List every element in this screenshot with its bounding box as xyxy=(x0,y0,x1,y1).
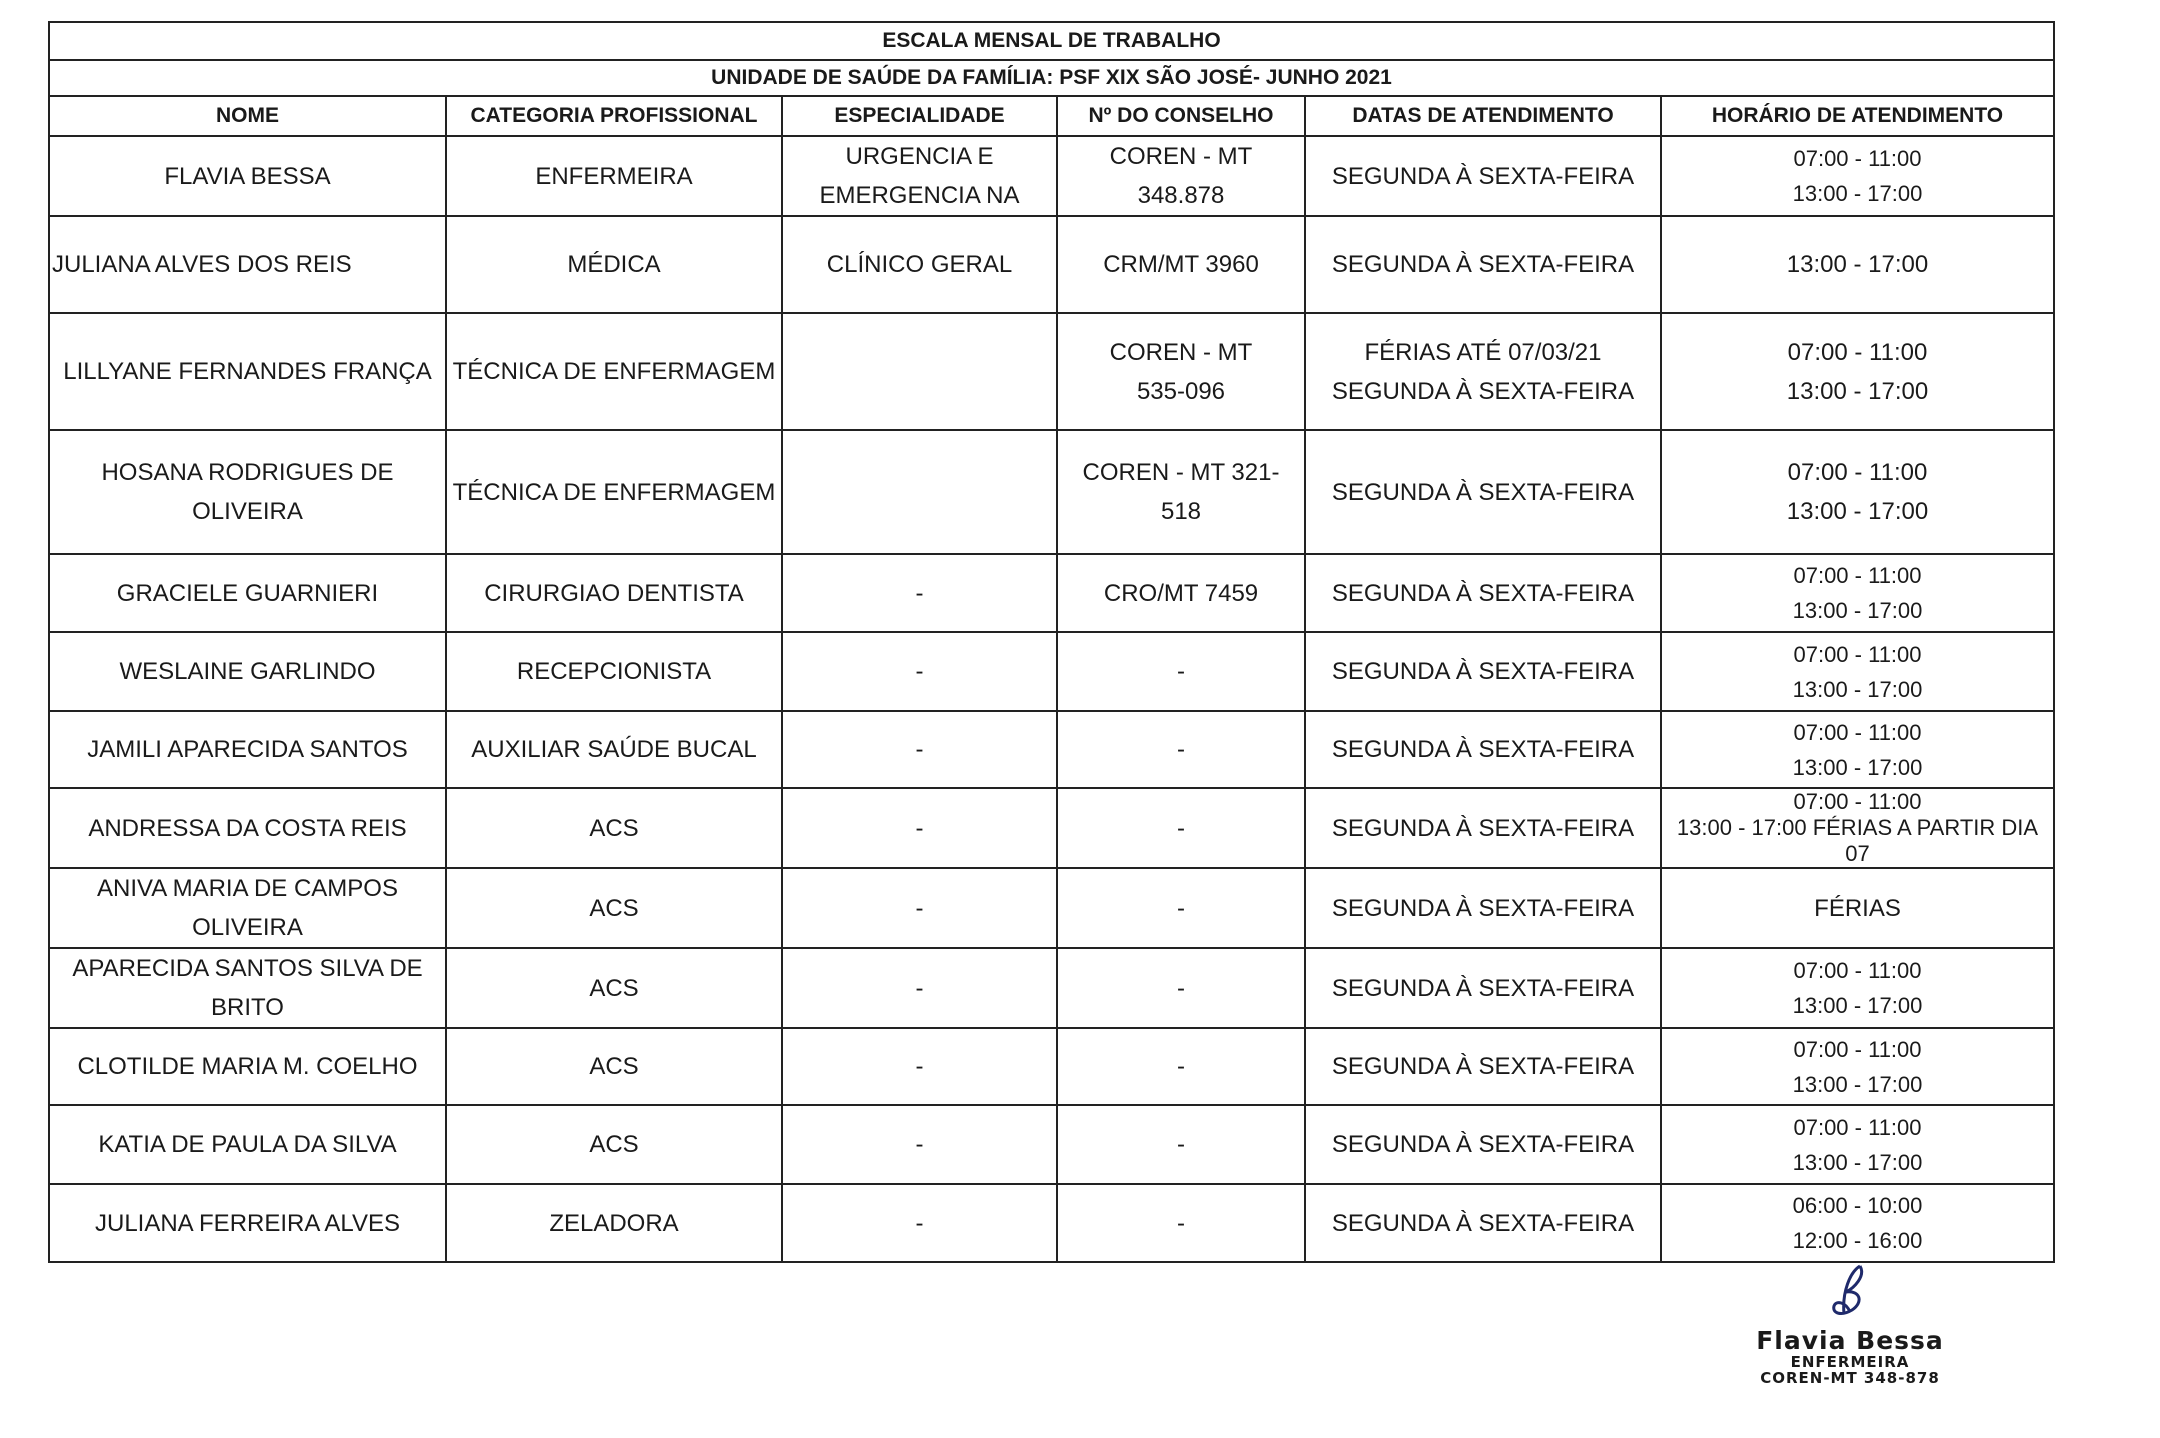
cell-line: 13:00 - 17:00 xyxy=(1786,498,1929,525)
cell-line: URGENCIA E xyxy=(845,143,994,170)
cell-datas xyxy=(1305,868,1661,948)
cell-datas xyxy=(1305,1105,1661,1184)
cell-line: 13:00 - 17:00 xyxy=(1792,1071,1923,1097)
cell-conselho xyxy=(1057,1184,1305,1262)
cell-especialidade xyxy=(782,430,1057,554)
cell-line: ZELADORA xyxy=(549,1209,679,1237)
table-row xyxy=(49,216,2054,313)
cell-horario xyxy=(1661,788,2054,868)
cell-line: JULIANA FERREIRA ALVES xyxy=(94,1209,400,1237)
cell-line: MÉDICA xyxy=(567,251,661,278)
table-row xyxy=(49,430,2054,554)
cell-line: COREN - MT xyxy=(1109,143,1253,170)
cell-categoria xyxy=(446,216,782,313)
cell-line: 07:00 - 11:00 xyxy=(1793,789,1922,814)
cell-line: SEGUNDA À SEXTA-FEIRA xyxy=(1331,377,1635,405)
cell-line: - xyxy=(1177,1053,1185,1080)
cell-nome xyxy=(49,948,446,1028)
document-subtitle: UNIDADE DE SAÚDE DA FAMÍLIA: PSF XIX SÃO JOSÉ- JUNHO 2021 xyxy=(49,60,2054,96)
cell-line: SEGUNDA À SEXTA-FEIRA xyxy=(1331,658,1635,685)
cell-line: SEGUNDA À SEXTA-FEIRA xyxy=(1331,814,1635,842)
cell-line: 07:00 - 11:00 xyxy=(1793,146,1922,171)
column-header: DATAS DE ATENDIMENTO xyxy=(1305,96,1661,136)
cell-conselho xyxy=(1057,313,1305,430)
cell-line: 13:00 - 17:00 xyxy=(1786,377,1929,405)
cell-datas xyxy=(1305,711,1661,788)
cell-line: SEGUNDA À SEXTA-FEIRA xyxy=(1331,1053,1635,1080)
cell-line: 07:00 - 11:00 xyxy=(1793,1114,1922,1140)
cell-line: FÉRIAS ATÉ 07/03/21 xyxy=(1364,338,1602,366)
column-header: Nº DO CONSELHO xyxy=(1057,96,1305,136)
cell-line: SEGUNDA À SEXTA-FEIRA xyxy=(1331,736,1635,763)
cell-line: CRO/MT 7459 xyxy=(1103,579,1259,607)
cell-line: JULIANA ALVES DOS REIS xyxy=(52,251,352,278)
cell-line: ACS xyxy=(589,974,639,1002)
cell-nome xyxy=(49,632,446,711)
cell-line: - xyxy=(915,736,924,763)
cell-line: CLOTILDE MARIA M. COELHO xyxy=(77,1053,418,1080)
cell-line: - xyxy=(915,579,924,607)
cell-categoria xyxy=(446,1105,782,1184)
cell-nome xyxy=(49,868,446,948)
cell-categoria xyxy=(446,1184,782,1262)
cell-line: TÉCNICA DE ENFERMAGEM xyxy=(452,478,776,506)
cell-nome xyxy=(49,430,446,554)
cell-line: JAMILI APARECIDA SANTOS xyxy=(87,736,408,763)
cell-especialidade xyxy=(782,1105,1057,1184)
cell-line: 13:00 - 17:00 xyxy=(1786,251,1929,278)
cell-datas xyxy=(1305,430,1661,554)
cell-line: APARECIDA SANTOS SILVA DE xyxy=(72,955,423,982)
cell-line: KATIA DE PAULA DA SILVA xyxy=(98,1131,397,1158)
cell-line: SEGUNDA À SEXTA-FEIRA xyxy=(1331,1131,1635,1158)
cell-line: SEGUNDA À SEXTA-FEIRA xyxy=(1331,1209,1635,1237)
cell-line: AUXILIAR SAÚDE BUCAL xyxy=(471,736,757,763)
cell-categoria xyxy=(446,788,782,868)
cell-line: - xyxy=(915,1131,924,1158)
cell-line: FLAVIA BESSA xyxy=(164,162,331,190)
column-header: NOME xyxy=(49,96,446,136)
cell-line: ACS xyxy=(589,814,639,842)
cell-line: ANIVA MARIA DE CAMPOS xyxy=(97,875,398,902)
cell-line: - xyxy=(915,658,924,685)
cell-line: 07:00 - 11:00 xyxy=(1793,958,1922,983)
table-row xyxy=(49,313,2054,430)
cell-line: WESLAINE GARLINDO xyxy=(119,658,376,685)
cell-conselho xyxy=(1057,1028,1305,1105)
cell-nome xyxy=(49,1105,446,1184)
cell-conselho xyxy=(1057,788,1305,868)
cell-line: - xyxy=(915,974,924,1002)
cell-especialidade xyxy=(782,788,1057,868)
table-row xyxy=(49,1028,2054,1105)
cell-line: - xyxy=(1177,1131,1185,1158)
cell-line: - xyxy=(915,1053,924,1080)
table-row xyxy=(49,1184,2054,1262)
cell-line: 13:00 - 17:00 FÉRIAS A PARTIR DIA xyxy=(1676,815,2039,840)
cell-horario xyxy=(1661,1105,2054,1184)
cell-horario xyxy=(1661,868,2054,948)
cell-line: 07:00 - 11:00 xyxy=(1787,338,1928,366)
cell-line: SEGUNDA À SEXTA-FEIRA xyxy=(1331,251,1635,278)
cell-categoria xyxy=(446,430,782,554)
cell-especialidade xyxy=(782,711,1057,788)
cell-line: ENFERMEIRA xyxy=(535,162,693,190)
cell-line: ACS xyxy=(589,1131,639,1158)
cell-line: CRM/MT 3960 xyxy=(1103,251,1259,278)
cell-datas xyxy=(1305,216,1661,313)
cell-line: - xyxy=(1177,658,1185,685)
cell-categoria xyxy=(446,313,782,430)
cell-categoria xyxy=(446,554,782,632)
cell-conselho xyxy=(1057,711,1305,788)
cell-line: HOSANA RODRIGUES DE xyxy=(101,459,394,486)
cell-line: 535-096 xyxy=(1136,377,1226,405)
cell-horario xyxy=(1661,430,2054,554)
cell-line: ANDRESSA DA COSTA REIS xyxy=(88,814,407,842)
signature-name: Flavia Bessa xyxy=(1756,1326,1944,1355)
header-row xyxy=(49,96,2054,136)
cell-datas xyxy=(1305,632,1661,711)
cell-nome xyxy=(49,711,446,788)
cell-conselho xyxy=(1057,632,1305,711)
column-header: CATEGORIA PROFISSIONAL xyxy=(446,96,782,136)
cell-line: SEGUNDA À SEXTA-FEIRA xyxy=(1331,894,1635,922)
cell-line: - xyxy=(1177,894,1185,922)
cell-line: 13:00 - 17:00 xyxy=(1792,754,1923,780)
cell-datas xyxy=(1305,948,1661,1028)
signature-icon xyxy=(1820,1262,1880,1324)
cell-line: 07:00 - 11:00 xyxy=(1793,641,1922,667)
cell-conselho xyxy=(1057,868,1305,948)
signature-registry: COREN-MT 348-878 xyxy=(1760,1369,1940,1387)
cell-datas xyxy=(1305,136,1661,216)
cell-line: SEGUNDA À SEXTA-FEIRA xyxy=(1331,974,1635,1002)
cell-line: - xyxy=(915,894,924,922)
cell-line: - xyxy=(1177,1209,1185,1237)
cell-nome xyxy=(49,1184,446,1262)
table-row xyxy=(49,554,2054,632)
cell-datas xyxy=(1305,554,1661,632)
signature-stamp xyxy=(1745,1262,1955,1386)
cell-especialidade xyxy=(782,554,1057,632)
table-row xyxy=(49,711,2054,788)
cell-line: SEGUNDA À SEXTA-FEIRA xyxy=(1331,478,1635,506)
cell-line: TÉCNICA DE ENFERMAGEM xyxy=(452,358,776,385)
cell-line: COREN - MT 321- xyxy=(1082,459,1280,486)
cell-line: CLÍNICO GERAL xyxy=(826,251,1013,278)
cell-line: - xyxy=(915,1209,924,1237)
cell-nome xyxy=(49,1028,446,1105)
cell-horario xyxy=(1661,711,2054,788)
cell-line: 13:00 - 17:00 xyxy=(1792,993,1923,1018)
signature-role: ENFERMEIRA xyxy=(1790,1353,1910,1371)
cell-datas xyxy=(1305,1184,1661,1262)
cell-line: - xyxy=(915,814,924,842)
cell-especialidade xyxy=(782,136,1057,216)
cell-categoria xyxy=(446,868,782,948)
cell-especialidade xyxy=(782,868,1057,948)
column-header: ESPECIALIDADE xyxy=(782,96,1057,136)
cell-conselho xyxy=(1057,216,1305,313)
cell-line: 13:00 - 17:00 xyxy=(1792,598,1923,623)
cell-categoria xyxy=(446,1028,782,1105)
cell-especialidade xyxy=(782,216,1057,313)
cell-line: COREN - MT xyxy=(1109,338,1253,366)
cell-especialidade xyxy=(782,632,1057,711)
cell-line: 06:00 - 10:00 xyxy=(1792,1193,1923,1218)
cell-horario xyxy=(1661,948,2054,1028)
cell-line: 07:00 - 11:00 xyxy=(1787,459,1928,486)
cell-line: 07 xyxy=(1845,841,1870,866)
cell-horario xyxy=(1661,136,2054,216)
cell-line: BRITO xyxy=(211,994,284,1021)
table-row xyxy=(49,632,2054,711)
cell-line: GRACIELE GUARNIERI xyxy=(116,579,379,607)
cell-conselho xyxy=(1057,1105,1305,1184)
cell-line: 12:00 - 16:00 xyxy=(1792,1228,1923,1253)
cell-line: EMERGENCIA NA xyxy=(819,182,1020,209)
cell-line: SEGUNDA À SEXTA-FEIRA xyxy=(1331,162,1635,190)
cell-line: 13:00 - 17:00 xyxy=(1792,181,1923,206)
cell-line: 518 xyxy=(1160,498,1202,525)
cell-horario xyxy=(1661,1028,2054,1105)
cell-conselho xyxy=(1057,554,1305,632)
cell-categoria xyxy=(446,711,782,788)
cell-line: ACS xyxy=(589,894,639,922)
cell-line: FÉRIAS xyxy=(1814,894,1901,922)
cell-especialidade xyxy=(782,1028,1057,1105)
schedule-table xyxy=(48,21,2055,1263)
cell-horario xyxy=(1661,632,2054,711)
table-row xyxy=(49,136,2054,216)
cell-categoria xyxy=(446,632,782,711)
cell-line: 07:00 - 11:00 xyxy=(1793,1036,1922,1062)
cell-conselho xyxy=(1057,948,1305,1028)
cell-categoria xyxy=(446,948,782,1028)
table-row xyxy=(49,868,2054,948)
cell-nome xyxy=(49,788,446,868)
cell-conselho xyxy=(1057,136,1305,216)
cell-horario xyxy=(1661,1184,2054,1262)
cell-nome xyxy=(49,136,446,216)
cell-line: - xyxy=(1177,974,1185,1002)
cell-line: 07:00 - 11:00 xyxy=(1793,719,1922,745)
cell-especialidade xyxy=(782,948,1057,1028)
cell-line: OLIVEIRA xyxy=(192,914,303,941)
cell-nome xyxy=(49,216,446,313)
table-row xyxy=(49,948,2054,1028)
cell-horario xyxy=(1661,216,2054,313)
cell-datas xyxy=(1305,1028,1661,1105)
cell-line: RECEPCIONISTA xyxy=(516,658,712,685)
cell-datas xyxy=(1305,788,1661,868)
cell-especialidade xyxy=(782,313,1057,430)
cell-line: 07:00 - 11:00 xyxy=(1793,563,1922,588)
cell-line: SEGUNDA À SEXTA-FEIRA xyxy=(1331,579,1635,607)
cell-line: LILLYANE FERNANDES FRANÇA xyxy=(63,358,432,385)
cell-line: ACS xyxy=(589,1053,639,1080)
cell-datas xyxy=(1305,313,1661,430)
cell-horario xyxy=(1661,313,2054,430)
document-title: ESCALA MENSAL DE TRABALHO xyxy=(49,22,2054,60)
table-row xyxy=(49,1105,2054,1184)
cell-categoria xyxy=(446,136,782,216)
cell-horario xyxy=(1661,554,2054,632)
cell-especialidade xyxy=(782,1184,1057,1262)
cell-line: 13:00 - 17:00 xyxy=(1792,1149,1923,1175)
cell-nome xyxy=(49,313,446,430)
cell-line: - xyxy=(1177,814,1185,842)
cell-line: OLIVEIRA xyxy=(192,498,303,525)
cell-line: 348.878 xyxy=(1137,182,1225,209)
cell-line: CIRURGIAO DENTISTA xyxy=(484,579,744,607)
table-row xyxy=(49,788,2054,868)
column-header: HORÁRIO DE ATENDIMENTO xyxy=(1661,96,2054,136)
cell-conselho xyxy=(1057,430,1305,554)
cell-line: 13:00 - 17:00 xyxy=(1792,676,1923,702)
cell-line: - xyxy=(1177,736,1185,763)
cell-nome xyxy=(49,554,446,632)
